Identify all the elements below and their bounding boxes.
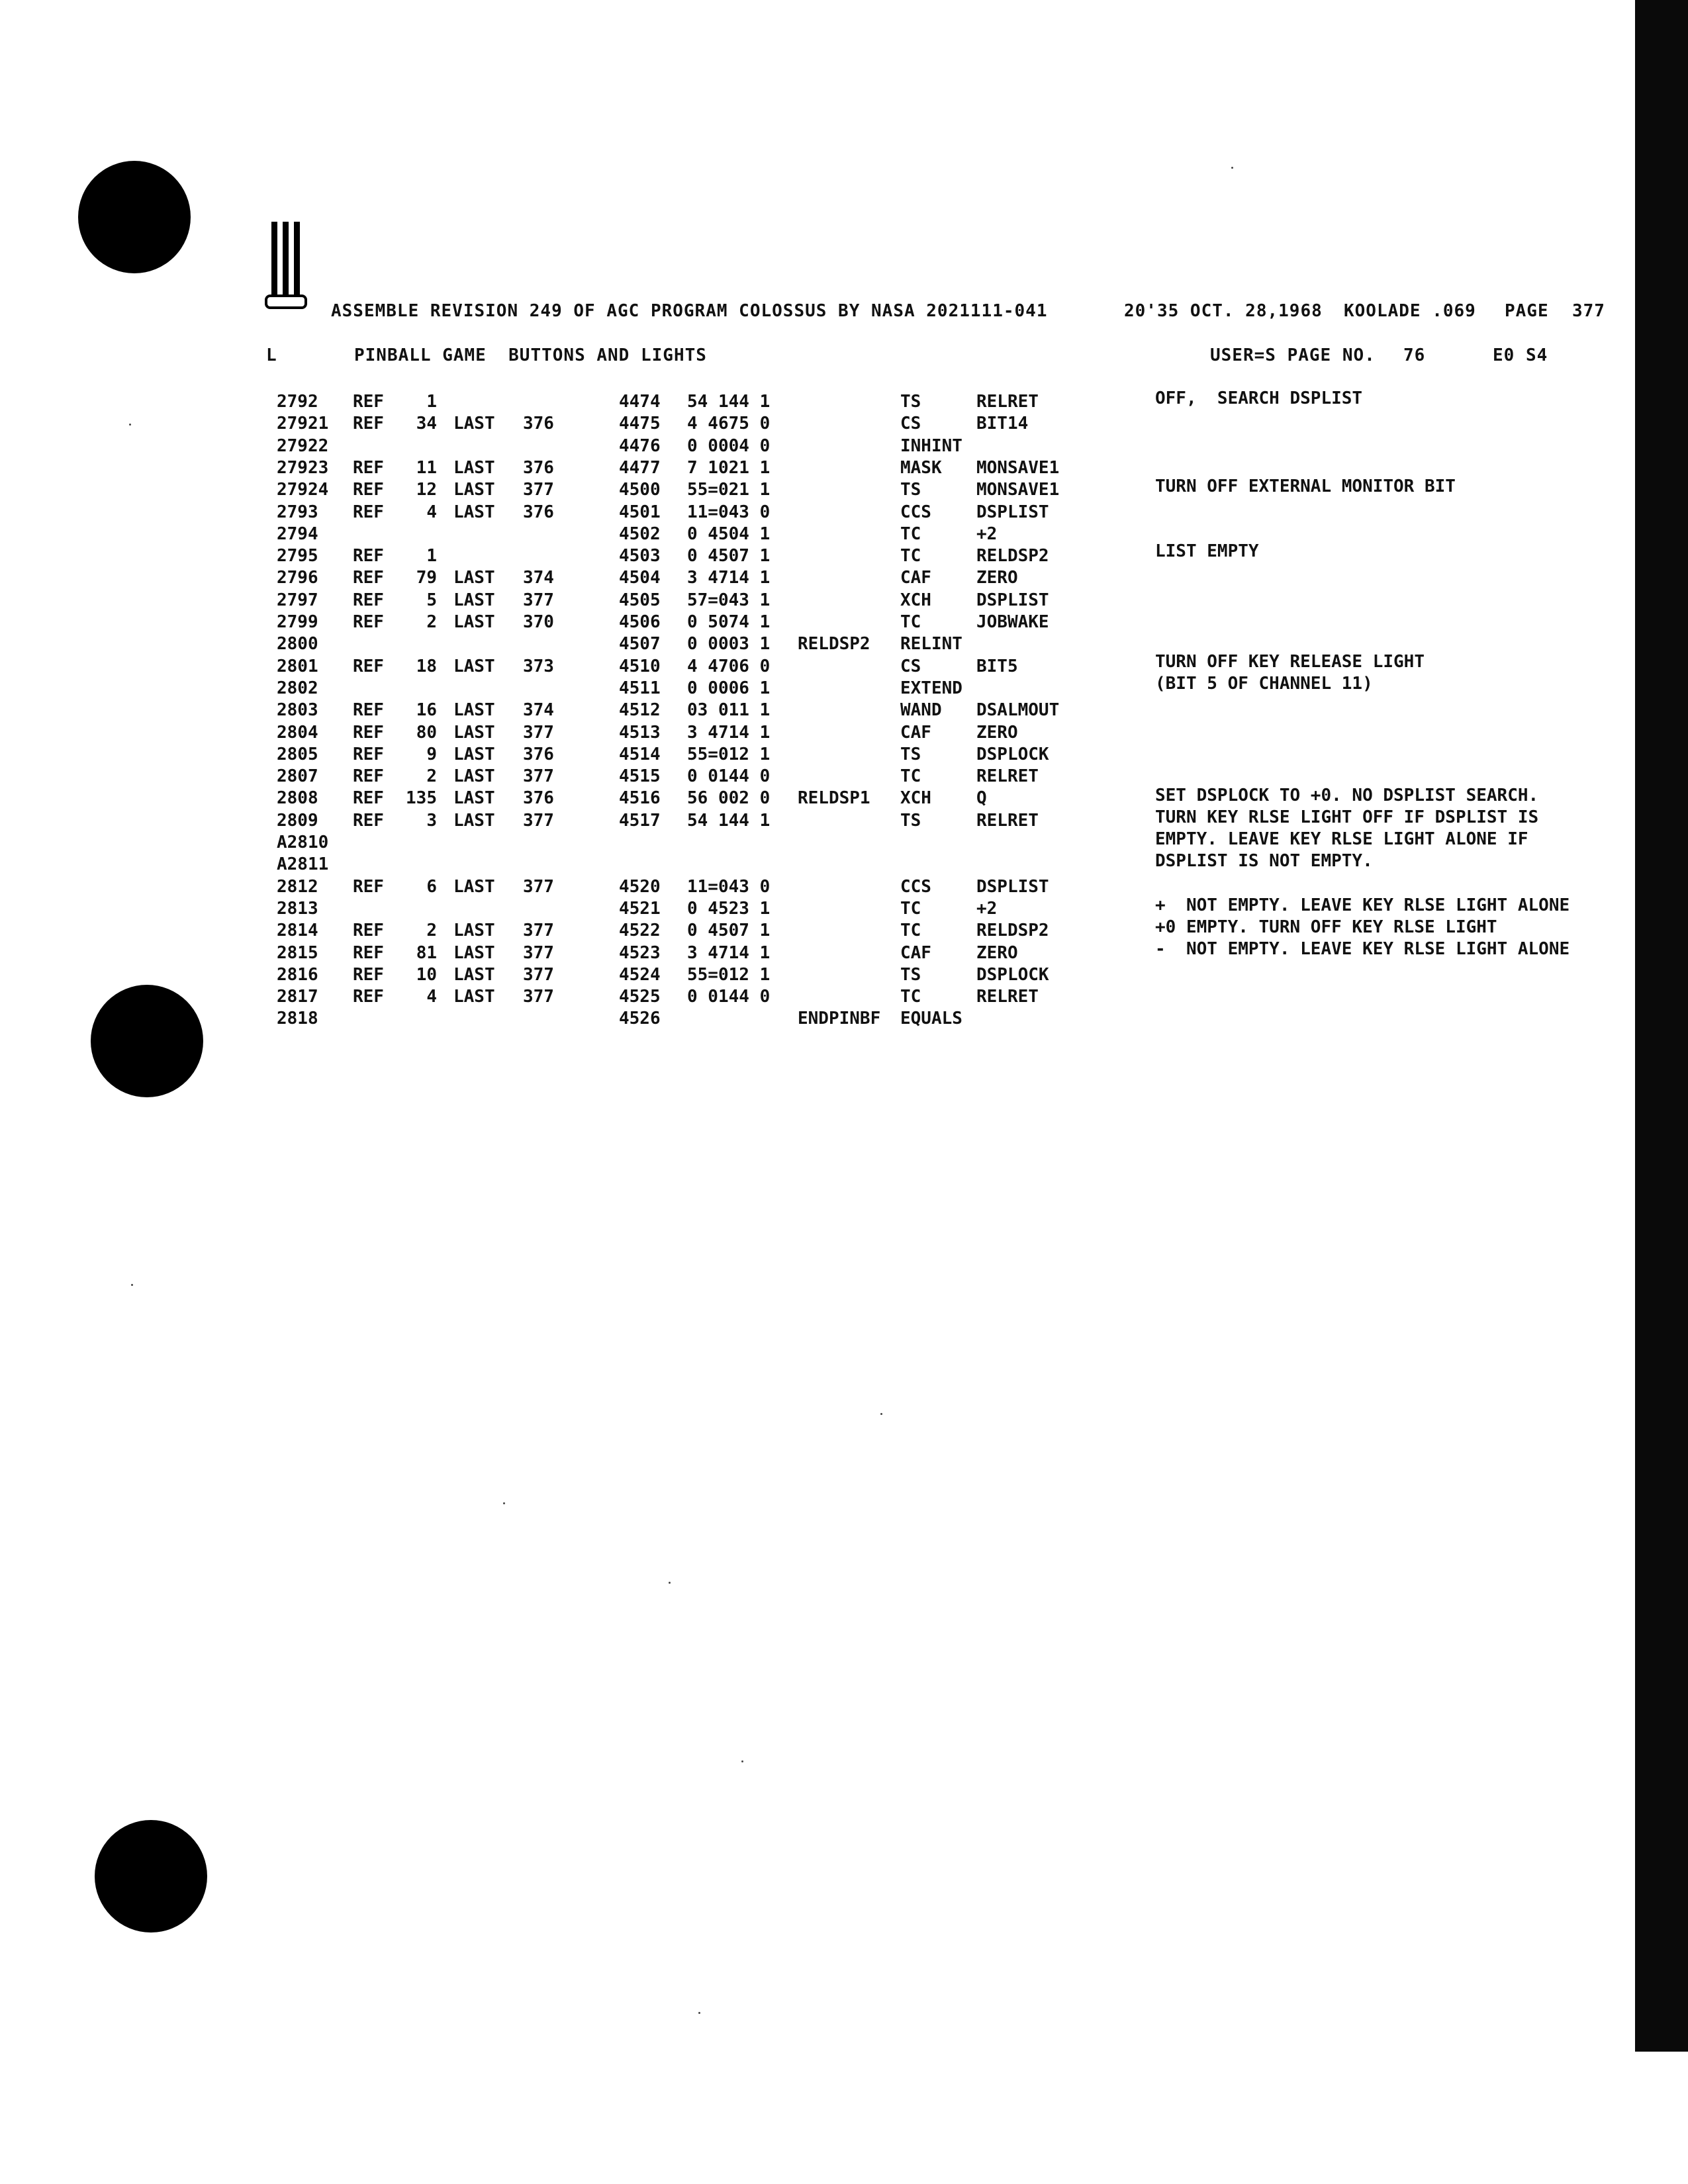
ref-count: 4 xyxy=(426,502,437,522)
comment-line: OFF, SEARCH DSPLIST xyxy=(1155,388,1363,408)
comment-line: LIST EMPTY xyxy=(1155,541,1259,561)
type-code: L xyxy=(266,345,277,365)
ref-keyword: REF xyxy=(353,612,384,632)
ref-count: 1 xyxy=(426,392,437,412)
last-page: 377 xyxy=(523,590,554,610)
operand: ZERO xyxy=(976,568,1018,588)
operand: BIT5 xyxy=(976,656,1018,676)
symbol-label: RELDSP1 xyxy=(798,788,870,809)
ref-keyword: REF xyxy=(353,502,384,522)
revision-code: E0 S4 xyxy=(1493,345,1548,365)
listing-row xyxy=(0,854,1688,876)
address: 4524 xyxy=(619,964,661,985)
sequence-number: 2814 xyxy=(277,921,318,941)
sequence-number: 2813 xyxy=(277,898,318,919)
address: 4506 xyxy=(619,612,661,632)
address: 4511 xyxy=(619,678,661,698)
listing-row xyxy=(0,723,1688,745)
octal-word: 55=012 1 xyxy=(687,964,771,985)
sequence-number: 2815 xyxy=(277,942,318,963)
ref-keyword: REF xyxy=(353,766,384,787)
last-page: 370 xyxy=(523,612,554,632)
ref-keyword: REF xyxy=(353,810,384,831)
sequence-number: 2808 xyxy=(277,788,318,809)
opcode: WAND xyxy=(900,700,942,721)
octal-word: 7 1021 1 xyxy=(687,457,771,478)
address: 4522 xyxy=(619,921,661,941)
ref-count: 3 xyxy=(426,810,437,831)
address: 4516 xyxy=(619,788,661,809)
sequence-number: 2803 xyxy=(277,700,318,721)
comment-line: TURN KEY RLSE LIGHT OFF IF DSPLIST IS xyxy=(1155,807,1539,827)
last-page: 374 xyxy=(523,568,554,588)
sequence-number: 27923 xyxy=(277,457,329,478)
comment-line: TURN OFF EXTERNAL MONITOR BIT xyxy=(1155,477,1456,496)
octal-word: 0 4507 1 xyxy=(687,921,771,941)
last-keyword: LAST xyxy=(453,590,495,610)
ref-count: 1 xyxy=(426,546,437,567)
scan-speck xyxy=(669,1582,671,1584)
scan-speck xyxy=(880,1413,882,1415)
symbol-label: RELDSP2 xyxy=(798,634,870,655)
listing-row xyxy=(0,1009,1688,1030)
address: 4512 xyxy=(619,700,661,721)
last-keyword: LAST xyxy=(453,656,495,676)
sequence-number: 2805 xyxy=(277,744,318,764)
sequence-number: 27922 xyxy=(277,435,329,456)
octal-word: 54 144 1 xyxy=(687,810,771,831)
opcode: XCH xyxy=(900,590,931,610)
operand: RELRET xyxy=(976,810,1039,831)
comment-line: EMPTY. LEAVE KEY RLSE LIGHT ALONE IF xyxy=(1155,829,1528,849)
last-keyword: LAST xyxy=(453,612,495,632)
comment-line: SET DSPLOCK TO +0. NO DSPLIST SEARCH. xyxy=(1155,786,1539,805)
ref-keyword: REF xyxy=(353,700,384,721)
address: 4502 xyxy=(619,523,661,544)
comment-line: + NOT EMPTY. LEAVE KEY RLSE LIGHT ALONE xyxy=(1155,895,1570,915)
octal-word: 0 0144 0 xyxy=(687,987,771,1007)
address: 4514 xyxy=(619,744,661,764)
opcode: TC xyxy=(900,921,921,941)
octal-word: 0 0144 0 xyxy=(687,766,771,787)
last-keyword: LAST xyxy=(453,457,495,478)
octal-word: 3 4714 1 xyxy=(687,568,771,588)
ref-count: 5 xyxy=(426,590,437,610)
ref-keyword: REF xyxy=(353,987,384,1007)
operand: RELRET xyxy=(976,987,1039,1007)
opcode: INHINT xyxy=(900,435,962,456)
ref-keyword: REF xyxy=(353,876,384,897)
last-keyword: LAST xyxy=(453,921,495,941)
opcode: TS xyxy=(900,964,921,985)
sequence-number: A2811 xyxy=(277,854,329,875)
scan-speck xyxy=(131,1284,133,1286)
address: 4504 xyxy=(619,568,661,588)
opcode: TC xyxy=(900,546,921,567)
listing-row xyxy=(0,590,1688,612)
operand: JOBWAKE xyxy=(976,612,1049,632)
last-keyword: LAST xyxy=(453,876,495,897)
address: 4515 xyxy=(619,766,661,787)
last-page: 377 xyxy=(523,766,554,787)
operand: +2 xyxy=(976,523,998,544)
last-keyword: LAST xyxy=(453,568,495,588)
last-keyword: LAST xyxy=(453,722,495,743)
operand: ZERO xyxy=(976,942,1018,963)
opcode: CCS xyxy=(900,502,931,522)
scan-speck xyxy=(129,424,131,426)
sequence-number: 2794 xyxy=(277,523,318,544)
last-page: 374 xyxy=(523,700,554,721)
address: 4476 xyxy=(619,435,661,456)
sequence-number: 2817 xyxy=(277,987,318,1007)
octal-word: 3 4714 1 xyxy=(687,942,771,963)
last-page: 376 xyxy=(523,744,554,764)
listing-row xyxy=(0,965,1688,987)
ref-keyword: REF xyxy=(353,568,384,588)
opcode: TC xyxy=(900,612,921,632)
ref-keyword: REF xyxy=(353,546,384,567)
sequence-number: 2800 xyxy=(277,634,318,655)
listing-row xyxy=(0,546,1688,568)
opcode: TC xyxy=(900,987,921,1007)
operand: BIT14 xyxy=(976,414,1029,434)
operand: DSPLIST xyxy=(976,590,1049,610)
ref-count: 135 xyxy=(406,788,437,809)
sequence-number: 2792 xyxy=(277,392,318,412)
header-timestamp: 20'35 OCT. 28,1968 xyxy=(1124,301,1323,321)
ref-count: 18 xyxy=(416,656,437,676)
listing-row xyxy=(0,392,1688,414)
ref-count: 2 xyxy=(426,766,437,787)
opcode: CAF xyxy=(900,568,931,588)
listing-row xyxy=(0,657,1688,678)
last-page: 376 xyxy=(523,502,554,522)
address: 4501 xyxy=(619,502,661,522)
ref-count: 12 xyxy=(416,480,437,500)
last-keyword: LAST xyxy=(453,480,495,500)
ref-keyword: REF xyxy=(353,722,384,743)
opcode: TS xyxy=(900,744,921,764)
sequence-number: 2796 xyxy=(277,568,318,588)
comment-line: TURN OFF KEY RELEASE LIGHT xyxy=(1155,652,1425,672)
address: 4526 xyxy=(619,1009,661,1029)
ref-count: 80 xyxy=(416,722,437,743)
ref-keyword: REF xyxy=(353,964,384,985)
printer-logo-mark xyxy=(265,222,312,311)
last-keyword: LAST xyxy=(453,414,495,434)
scan-speck xyxy=(1231,167,1233,169)
address: 4523 xyxy=(619,942,661,963)
operand: MONSAVE1 xyxy=(976,480,1060,500)
octal-word: 3 4714 1 xyxy=(687,722,771,743)
opcode: CAF xyxy=(900,722,931,743)
listing-row xyxy=(0,745,1688,766)
opcode: XCH xyxy=(900,788,931,809)
scan-speck xyxy=(698,2012,700,2014)
octal-word: 56 002 0 xyxy=(687,788,771,809)
last-page: 377 xyxy=(523,987,554,1007)
sequence-number: 2797 xyxy=(277,590,318,610)
users-page-label: USER=S PAGE NO. xyxy=(1210,345,1376,365)
last-page: 377 xyxy=(523,964,554,985)
octal-word: 0 0003 1 xyxy=(687,634,771,655)
opcode: RELINT xyxy=(900,634,962,655)
opcode: TS xyxy=(900,392,921,412)
ref-count: 16 xyxy=(416,700,437,721)
octal-word: 55=021 1 xyxy=(687,480,771,500)
symbol-label: ENDPINBF xyxy=(798,1009,881,1029)
listing-row xyxy=(0,634,1688,656)
punch-hole-bottom xyxy=(95,1820,207,1933)
operand: RELRET xyxy=(976,766,1039,787)
scan-speck xyxy=(741,1760,743,1762)
octal-word: 0 0006 1 xyxy=(687,678,771,698)
sequence-number: 2795 xyxy=(277,546,318,567)
punch-hole-top xyxy=(78,161,191,273)
ref-keyword: REF xyxy=(353,480,384,500)
opcode: CS xyxy=(900,656,921,676)
address: 4505 xyxy=(619,590,661,610)
section-title: PINBALL GAME BUTTONS AND LIGHTS xyxy=(354,345,707,365)
last-keyword: LAST xyxy=(453,700,495,721)
listing-row xyxy=(0,502,1688,524)
operand: DSALMOUT xyxy=(976,700,1060,721)
listing-row xyxy=(0,987,1688,1009)
sequence-number: 27921 xyxy=(277,414,329,434)
users-page-number: 76 xyxy=(1403,345,1426,365)
ref-count: 10 xyxy=(416,964,437,985)
listing-row xyxy=(0,700,1688,722)
operand: RELDSP2 xyxy=(976,546,1049,567)
last-page: 377 xyxy=(523,942,554,963)
operand: ZERO xyxy=(976,722,1018,743)
last-page: 377 xyxy=(523,810,554,831)
last-keyword: LAST xyxy=(453,942,495,963)
opcode: EXTEND xyxy=(900,678,962,698)
last-page: 377 xyxy=(523,480,554,500)
last-page: 377 xyxy=(523,722,554,743)
sequence-number: 2818 xyxy=(277,1009,318,1029)
ref-keyword: REF xyxy=(353,414,384,434)
last-page: 376 xyxy=(523,788,554,809)
sequence-number: 2802 xyxy=(277,678,318,698)
last-keyword: LAST xyxy=(453,502,495,522)
octal-word: 0 4507 1 xyxy=(687,546,771,567)
address: 4520 xyxy=(619,876,661,897)
address: 4475 xyxy=(619,414,661,434)
octal-word: 0 4504 1 xyxy=(687,523,771,544)
octal-word: 0 0004 0 xyxy=(687,435,771,456)
last-keyword: LAST xyxy=(453,766,495,787)
opcode: TS xyxy=(900,810,921,831)
opcode: MASK xyxy=(900,457,942,478)
ref-keyword: REF xyxy=(353,590,384,610)
operand: +2 xyxy=(976,898,998,919)
sequence-number: 2816 xyxy=(277,964,318,985)
octal-word: 55=012 1 xyxy=(687,744,771,764)
last-page: 376 xyxy=(523,457,554,478)
last-keyword: LAST xyxy=(453,810,495,831)
listing-row xyxy=(0,524,1688,546)
operand: DSPLIST xyxy=(976,876,1049,897)
sequence-number: 2809 xyxy=(277,810,318,831)
operand: DSPLOCK xyxy=(976,744,1049,764)
address: 4517 xyxy=(619,810,661,831)
octal-word: 57=043 1 xyxy=(687,590,771,610)
operand: RELRET xyxy=(976,392,1039,412)
ref-count: 2 xyxy=(426,612,437,632)
header-page-label: PAGE xyxy=(1505,301,1549,321)
last-page: 377 xyxy=(523,876,554,897)
comment-line: (BIT 5 OF CHANNEL 11) xyxy=(1155,674,1373,694)
sequence-number: 2812 xyxy=(277,876,318,897)
ref-count: 79 xyxy=(416,568,437,588)
operand: DSPLIST xyxy=(976,502,1049,522)
ref-count: 81 xyxy=(416,942,437,963)
address: 4521 xyxy=(619,898,661,919)
header-page-number: 377 xyxy=(1572,301,1605,321)
sequence-number: 2793 xyxy=(277,502,318,522)
address: 4510 xyxy=(619,656,661,676)
scan-speck xyxy=(503,1502,505,1504)
octal-word: 03 011 1 xyxy=(687,700,771,721)
ref-keyword: REF xyxy=(353,788,384,809)
last-page: 373 xyxy=(523,656,554,676)
last-page: 376 xyxy=(523,414,554,434)
ref-count: 34 xyxy=(416,414,437,434)
sequence-number: 27924 xyxy=(277,480,329,500)
ref-keyword: REF xyxy=(353,942,384,963)
operand: MONSAVE1 xyxy=(976,457,1060,478)
last-keyword: LAST xyxy=(453,987,495,1007)
ref-keyword: REF xyxy=(353,921,384,941)
opcode: CS xyxy=(900,414,921,434)
octal-word: 0 5074 1 xyxy=(687,612,771,632)
listing-row xyxy=(0,436,1688,458)
address: 4513 xyxy=(619,722,661,743)
comment-line: DSPLIST IS NOT EMPTY. xyxy=(1155,851,1373,871)
address: 4525 xyxy=(619,987,661,1007)
octal-word: 54 144 1 xyxy=(687,392,771,412)
last-keyword: LAST xyxy=(453,964,495,985)
listing-row xyxy=(0,414,1688,435)
opcode: TC xyxy=(900,898,921,919)
octal-word: 4 4706 0 xyxy=(687,656,771,676)
ref-count: 6 xyxy=(426,876,437,897)
sequence-number: 2804 xyxy=(277,722,318,743)
last-keyword: LAST xyxy=(453,744,495,764)
header-user: KOOLADE .069 xyxy=(1344,301,1476,321)
listing-row xyxy=(0,568,1688,590)
operand: Q xyxy=(976,788,987,809)
address: 4503 xyxy=(619,546,661,567)
address: 4507 xyxy=(619,634,661,655)
comment-line: - NOT EMPTY. LEAVE KEY RLSE LIGHT ALONE xyxy=(1155,939,1570,959)
sequence-number: 2799 xyxy=(277,612,318,632)
opcode: TS xyxy=(900,480,921,500)
ref-count: 2 xyxy=(426,921,437,941)
operand: DSPLOCK xyxy=(976,964,1049,985)
last-page: 377 xyxy=(523,921,554,941)
opcode: TC xyxy=(900,523,921,544)
listing-row xyxy=(0,612,1688,634)
sequence-number: 2807 xyxy=(277,766,318,787)
ref-count: 4 xyxy=(426,987,437,1007)
address: 4474 xyxy=(619,392,661,412)
listing-row xyxy=(0,678,1688,700)
address: 4477 xyxy=(619,457,661,478)
opcode: EQUALS xyxy=(900,1009,962,1029)
ref-count: 11 xyxy=(416,457,437,478)
operand: RELDSP2 xyxy=(976,921,1049,941)
ref-keyword: REF xyxy=(353,392,384,412)
opcode: TC xyxy=(900,766,921,787)
octal-word: 11=043 0 xyxy=(687,502,771,522)
ref-keyword: REF xyxy=(353,656,384,676)
opcode: CCS xyxy=(900,876,931,897)
opcode: CAF xyxy=(900,942,931,963)
last-keyword: LAST xyxy=(453,788,495,809)
octal-word: 4 4675 0 xyxy=(687,414,771,434)
address: 4500 xyxy=(619,480,661,500)
assembly-header: ASSEMBLE REVISION 249 OF AGC PROGRAM COLOSSUS BY NASA 2021111-041 xyxy=(331,301,1048,321)
sequence-number: A2810 xyxy=(277,833,329,852)
ref-keyword: REF xyxy=(353,457,384,478)
sequence-number: 2801 xyxy=(277,656,318,676)
octal-word: 0 4523 1 xyxy=(687,898,771,919)
ref-count: 9 xyxy=(426,744,437,764)
octal-word: 11=043 0 xyxy=(687,876,771,897)
comment-line: +0 EMPTY. TURN OFF KEY RLSE LIGHT xyxy=(1155,917,1497,937)
ref-keyword: REF xyxy=(353,744,384,764)
